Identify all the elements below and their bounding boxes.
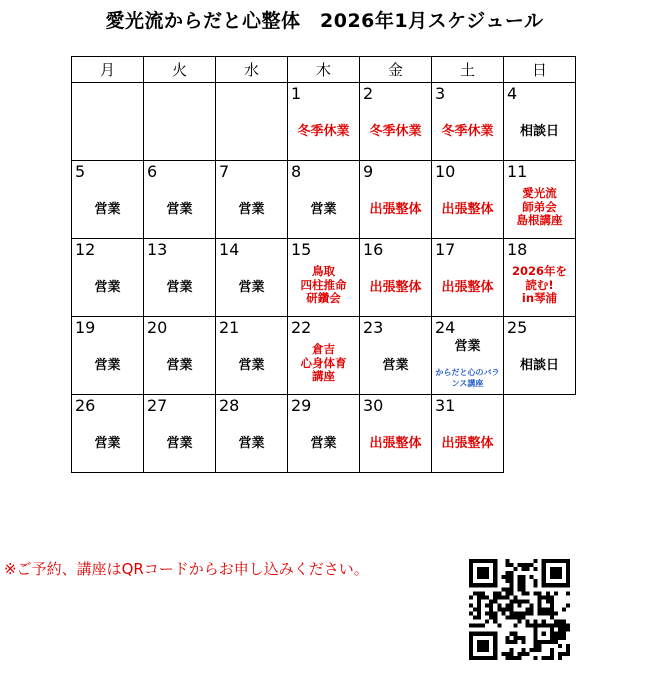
- calendar-day-cell: [432, 83, 504, 161]
- day-number: 31: [435, 396, 456, 415]
- calendar-day-cell: [72, 161, 144, 239]
- calendar-day-cell: [432, 161, 504, 239]
- calendar-empty-cell: [216, 83, 288, 161]
- calendar-day-cell: [288, 239, 360, 317]
- day-event-label: 愛光流 師弟会 島根講座: [516, 186, 563, 227]
- day-event-label: 倉吉 心身体育 講座: [300, 342, 347, 383]
- day-event-label: 営業: [166, 202, 193, 217]
- calendar-day-cell: [216, 317, 288, 395]
- day-number: 9: [363, 162, 374, 181]
- day-number: 6: [147, 162, 158, 181]
- calendar-day-cell: [360, 395, 432, 473]
- day-number: 17: [435, 240, 456, 259]
- day-event-label: 冬季休業: [441, 124, 494, 139]
- calendar-day-cell: [144, 239, 216, 317]
- calendar-week-row: [72, 161, 576, 239]
- day-event-label: 冬季休業: [297, 124, 350, 139]
- day-event-label: 相談日: [519, 124, 559, 139]
- day-event-label: 冬季休業: [369, 124, 422, 139]
- day-number: 10: [435, 162, 456, 181]
- day-event-label: 出張整体: [369, 280, 422, 295]
- calendar-day-cell: [504, 239, 576, 317]
- weekday-header: 土: [432, 57, 504, 83]
- day-number: 4: [507, 84, 518, 103]
- calendar-table: [71, 56, 576, 473]
- weekday-header: 金: [360, 57, 432, 83]
- day-event-label: 出張整体: [441, 436, 494, 451]
- calendar-empty-cell: [144, 83, 216, 161]
- day-event-label: 相談日: [519, 358, 559, 373]
- day-number: 14: [219, 240, 240, 259]
- day-event-label: 出張整体: [369, 436, 422, 451]
- day-event-label: 営業: [238, 358, 265, 373]
- day-number: 12: [75, 240, 96, 259]
- calendar-day-cell: [360, 239, 432, 317]
- calendar-day-cell: [360, 317, 432, 395]
- calendar-week-row: [72, 83, 576, 161]
- day-event-label: 営業: [94, 358, 121, 373]
- calendar-day-cell: [72, 395, 144, 473]
- day-number: 22: [291, 318, 312, 337]
- calendar-week-row: [72, 395, 576, 473]
- day-event-label: 営業: [310, 202, 337, 217]
- day-event-label: 出張整体: [441, 280, 494, 295]
- calendar-day-cell: [72, 239, 144, 317]
- weekday-header: 火: [144, 57, 216, 83]
- calendar-day-cell: [144, 161, 216, 239]
- calendar-day-cell: [288, 83, 360, 161]
- calendar-day-cell: [432, 239, 504, 317]
- day-number: 28: [219, 396, 240, 415]
- day-number: 5: [75, 162, 86, 181]
- calendar-day-cell: [360, 83, 432, 161]
- calendar-day-cell: [288, 395, 360, 473]
- calendar-day-cell: [504, 161, 576, 239]
- day-number: 24: [435, 318, 456, 337]
- day-number: 13: [147, 240, 168, 259]
- day-number: 21: [219, 318, 240, 337]
- day-number: 1: [291, 84, 302, 103]
- day-event-label: 営業: [166, 358, 193, 373]
- day-number: 30: [363, 396, 384, 415]
- day-event-label: 2026年を 読む! in琴浦: [511, 264, 567, 305]
- weekday-header: 月: [72, 57, 144, 83]
- day-number: 2: [363, 84, 374, 103]
- day-number: 16: [363, 240, 384, 259]
- calendar-empty-cell: [504, 395, 576, 473]
- calendar-day-cell: [216, 239, 288, 317]
- calendar-day-cell: [504, 83, 576, 161]
- reservation-notice: ※ご予約、講座はQRコードからお申し込みください。: [4, 560, 369, 578]
- day-event-label: 営業: [382, 358, 409, 373]
- calendar-day-cell: [288, 317, 360, 395]
- weekday-header: 木: [288, 57, 360, 83]
- day-number: 19: [75, 318, 96, 337]
- calendar-week-row: [72, 317, 576, 395]
- calendar-day-cell: [144, 395, 216, 473]
- day-event-subtitle: からだと心のバランス講座: [435, 368, 500, 388]
- day-event-label: 営業: [454, 339, 481, 354]
- day-event-label: 営業: [166, 280, 193, 295]
- calendar-day-cell: [216, 161, 288, 239]
- calendar-day-cell: [504, 317, 576, 395]
- weekday-header: 日: [504, 57, 576, 83]
- day-event-label: 出張整体: [369, 202, 422, 217]
- calendar-day-cell: [216, 395, 288, 473]
- calendar-day-cell: [288, 161, 360, 239]
- weekday-header: 水: [216, 57, 288, 83]
- day-event-label: 営業: [238, 202, 265, 217]
- day-number: 20: [147, 318, 168, 337]
- day-number: 7: [219, 162, 230, 181]
- calendar-week-row: [72, 239, 576, 317]
- day-number: 15: [291, 240, 312, 259]
- day-event-label: 出張整体: [441, 202, 494, 217]
- day-event-label: 営業: [94, 436, 121, 451]
- day-event-label: 営業: [238, 280, 265, 295]
- day-number: 29: [291, 396, 312, 415]
- calendar-day-cell: [432, 317, 504, 395]
- day-event-label: 営業: [310, 436, 337, 451]
- day-number: 3: [435, 84, 446, 103]
- day-number: 11: [507, 162, 528, 181]
- day-number: 23: [363, 318, 384, 337]
- page-title: 愛光流からだと心整体 2026年1月スケジュール: [105, 10, 544, 32]
- day-event-label: 鳥取 四柱推命 研鑽会: [300, 264, 347, 305]
- day-event-label: 営業: [94, 280, 121, 295]
- day-number: 27: [147, 396, 168, 415]
- day-event-label: 営業: [166, 436, 193, 451]
- calendar-day-cell: [432, 395, 504, 473]
- day-number: 18: [507, 240, 528, 259]
- calendar-day-cell: [72, 317, 144, 395]
- day-event-label: 営業: [94, 202, 121, 217]
- weekday-header-row: [72, 57, 576, 83]
- day-number: 25: [507, 318, 528, 337]
- calendar-day-cell: [360, 161, 432, 239]
- calendar-day-cell: [144, 317, 216, 395]
- calendar-empty-cell: [72, 83, 144, 161]
- day-number: 26: [75, 396, 96, 415]
- qr-code-icon[interactable]: [469, 559, 570, 660]
- day-event-label: 営業: [238, 436, 265, 451]
- day-number: 8: [291, 162, 302, 181]
